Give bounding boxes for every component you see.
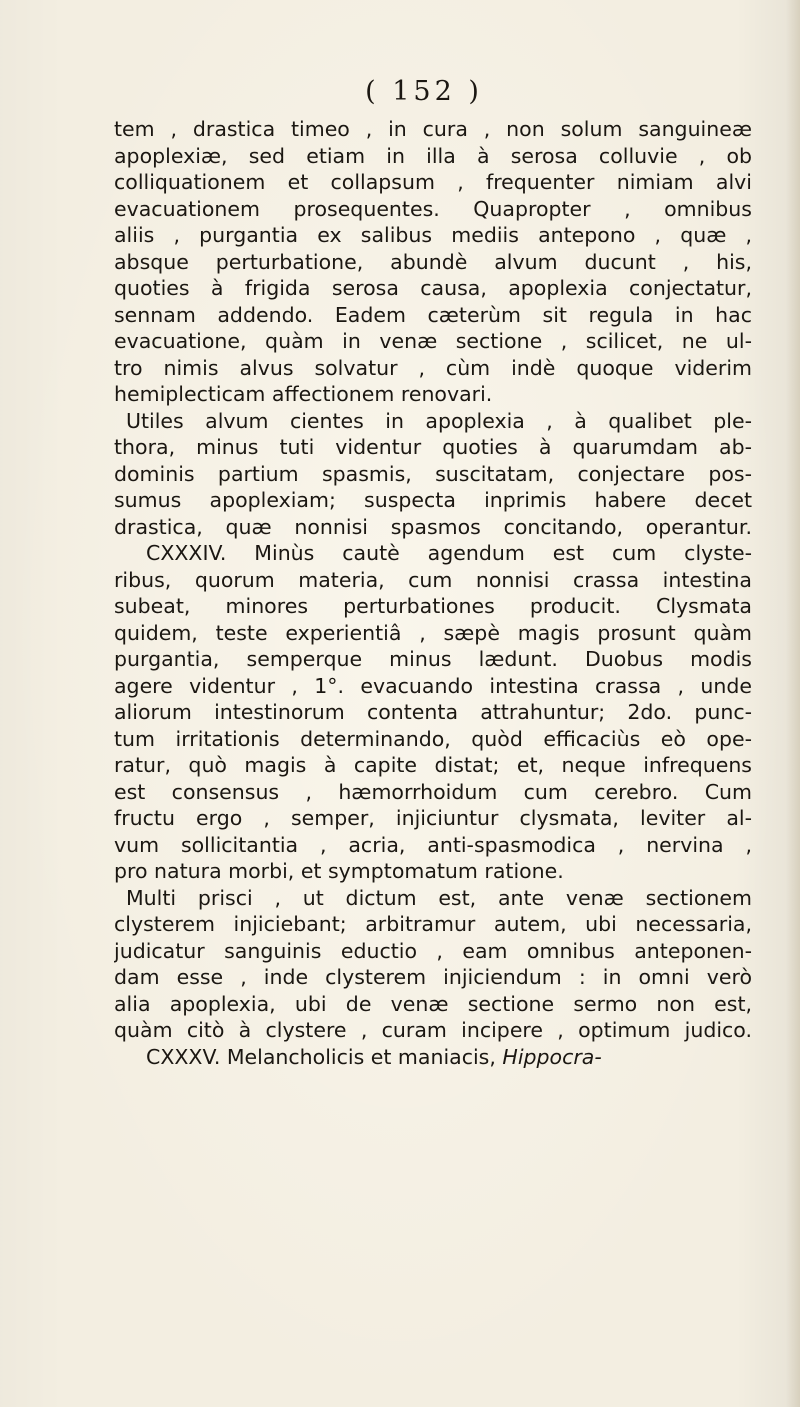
text-line: tum irritationis determinando, quòd efficaciùs eò ope-	[114, 726, 752, 751]
text-line: sumus apoplexiam; suspecta inprimis habere decet	[114, 488, 752, 512]
text-line: ribus, quorum materia, cum nonnisi crassa intestina	[114, 567, 752, 592]
text-line: pro natura morbi, et symptomatum ratione.	[114, 859, 564, 883]
text-line: drastica, quæ nonnisi spasmos concitando, operantur.	[114, 514, 752, 539]
text-line: colliquationem et collapsum , frequenter nimiam alvi	[114, 170, 752, 194]
text-line: clysterem injiciebant; arbitramur autem, ubi necessaria,	[114, 912, 752, 936]
text-line: purgantia, semperque minus lædunt. Duobus modis	[114, 647, 752, 671]
text-line: dam esse , inde clysterem injiciendum : in omni verò	[114, 965, 752, 989]
page-edge-shadow	[786, 0, 800, 1407]
text-line: vum sollicitantia , acria, anti-spasmodica , nervina ,	[114, 832, 752, 857]
text-line: subeat, minores perturbationes producit. Clysmata	[114, 594, 752, 618]
text-line: evacuationem prosequentes. Quapropter , omnibus	[114, 196, 752, 221]
text-line: alia apoplexia, ubi de venæ sectione sermo non est,	[114, 991, 752, 1016]
text-line: absque perturbatione, abundè alvum ducunt , his,	[114, 249, 752, 274]
text-line: fructu ergo , semper, injiciuntur clysmata, leviter al-	[114, 806, 752, 830]
body-text	[114, 116, 752, 1070]
text-line: Multi prisci , ut dictum est, ante venæ sectionem	[126, 885, 752, 910]
text-line: judicatur sanguinis eductio , eam omnibus anteponen-	[114, 938, 752, 963]
text-line: tem , drastica timeo , in cura , non solum sanguineæ	[114, 117, 752, 141]
page-number: ( 152 )	[365, 76, 483, 107]
text-line: evacuatione, quàm in venæ sectione , scilicet, ne ul-	[114, 329, 752, 353]
section-heading-cxxxv	[114, 1044, 752, 1071]
catchword-italic: Hippocra-	[502, 1044, 602, 1069]
text-line: agere videntur , 1°. evacuando intestina crassa , unde	[114, 673, 752, 698]
heading-text: CXXXV. Melancholicis et maniacis,	[146, 1044, 503, 1069]
text-line: ratur, quò magis à capite distat; et, neque infrequens	[114, 753, 752, 777]
text-line: apoplexiæ, sed etiam in illa à serosa colluvie , ob	[114, 143, 752, 168]
text-line: sennam addendo. Eadem cæterùm sit regula in hac	[114, 302, 752, 327]
text-line: hemiplecticam affectionem renovari.	[114, 382, 493, 406]
text-line: aliorum intestinorum contenta attrahuntur; 2do. punc-	[114, 700, 752, 724]
text-line: Utiles alvum cientes in apoplexia , à qualibet ple-	[126, 408, 752, 433]
text-line: quoties à frigida serosa causa, apoplexia conjectatur,	[114, 276, 752, 300]
section-heading-cxxxiv: CXXXIV. Minùs cautè agendum est cum clyste-	[146, 541, 752, 565]
text-line: quidem, teste experientiâ , sæpè magis prosunt quàm	[114, 620, 752, 645]
text-line: quàm citò à clystere , curam incipere , optimum judico.	[114, 1018, 752, 1042]
text-line: est consensus , hæmorrhoidum cum cerebro. Cum	[114, 779, 752, 804]
text-line: aliis , purgantia ex salibus mediis antepono , quæ ,	[114, 223, 752, 247]
text-line: dominis partium spasmis, suscitatam, conjectare pos-	[114, 461, 752, 486]
text-line: tro nimis alvus solvatur , cùm indè quoque viderim	[114, 355, 752, 380]
text-line: thora, minus tuti videntur quoties à quarumdam ab-	[114, 435, 752, 459]
